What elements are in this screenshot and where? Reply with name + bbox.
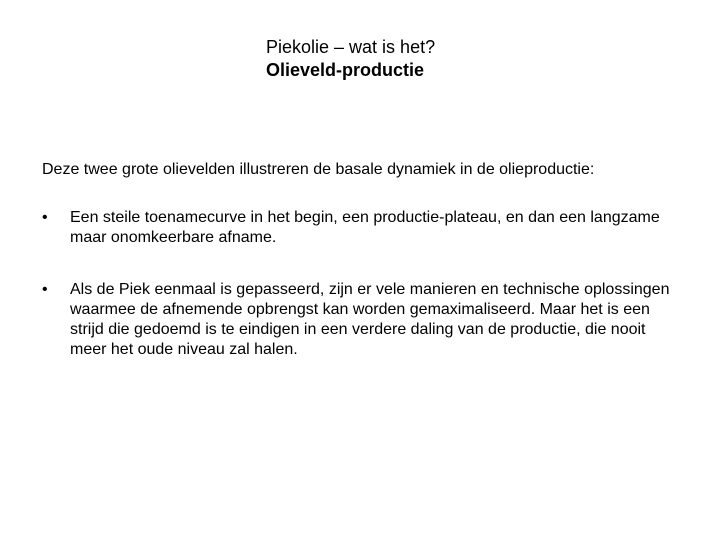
bullet-marker: • — [42, 209, 48, 226]
bullet-text: Als de Piek eenmaal is gepasseerd, zijn er vele manieren en technische oplossingen waarmee de afnemende opbrengst kan worden gemaximaliseerd. Maar het is een strijd die gedoemd is te eindigen in een verdere daling van de productie, die nooit meer het oude niveau zal halen. — [70, 281, 670, 358]
bullet-marker: • — [42, 281, 48, 298]
bullet-text: Een steile toenamecurve in het begin, een productie-plateau, en dan een langzame maar onomkeerbare afname. — [70, 209, 660, 246]
slide-title-block — [266, 36, 435, 82]
bullet-item — [42, 208, 682, 248]
slide-title: Piekolie – wat is het? — [266, 37, 436, 57]
bullet-list — [42, 208, 682, 392]
bullet-item — [42, 280, 682, 360]
intro-paragraph: Deze twee grote olievelden illustreren de basale dynamiek in de olieproductie: — [42, 161, 595, 178]
slide-subtitle: Olieveld-productie — [266, 60, 425, 80]
